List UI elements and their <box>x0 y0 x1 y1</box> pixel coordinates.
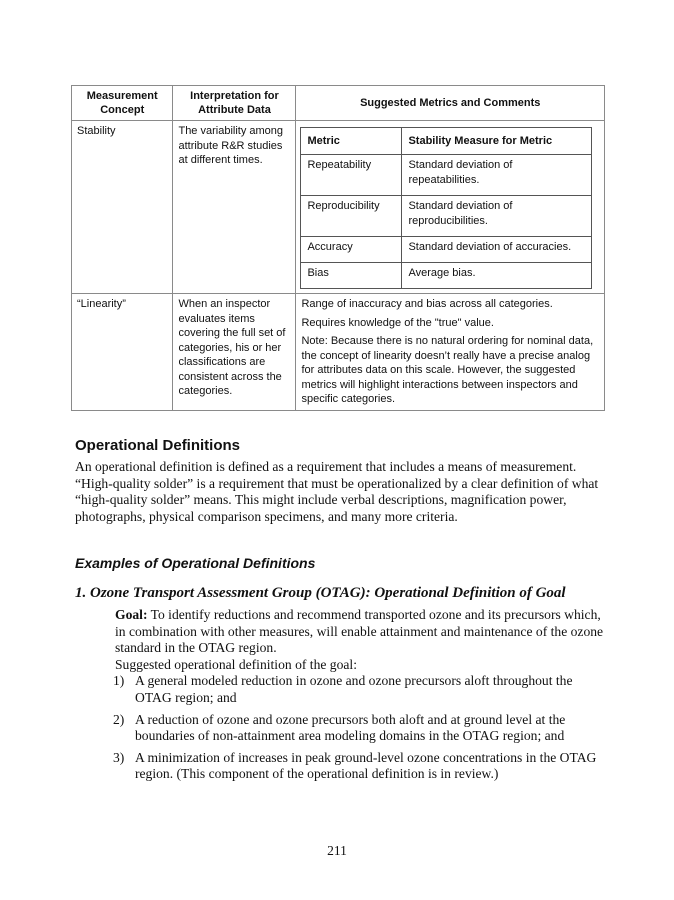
linearity-comment: Requires knowledge of the "true" value. <box>301 316 494 329</box>
metrics-cell <box>296 121 605 294</box>
list-item <box>115 673 605 706</box>
table-header-row <box>72 86 605 121</box>
list-text: A minimization of increases in peak ground-level ozone concentrations in the OTAG region. (This component of the operational definition is in review.) <box>135 749 597 782</box>
measure-cell: Standard deviation of reproducibilities. <box>402 196 592 237</box>
comments-cell <box>296 294 605 411</box>
subsection-heading: Examples of Operational Definitions <box>75 555 316 571</box>
column-header: Interpretation for Attribute Data <box>173 86 296 121</box>
inner-column-header: Metric <box>301 128 402 155</box>
goal-block <box>115 607 605 788</box>
list-text: A reduction of ozone and ozone precursors both aloft and at ground level at the boundaries of non-attainment area modeling domains in the OTAG region; and <box>135 711 566 744</box>
section-heading: Operational Definitions <box>75 437 241 454</box>
measure-cell: Standard deviation of accuracies. <box>402 237 592 263</box>
interpretation-cell: When an inspector evaluates items covering the full set of categories, his or her classifications are consistent across the categories. <box>173 294 296 411</box>
table-row-stability <box>72 121 605 294</box>
metric-cell: Reproducibility <box>301 196 402 237</box>
definition-list <box>115 673 605 783</box>
list-text: A general modeled reduction in ozone and ozone precursors aloft throughout the OTAG region; and <box>135 673 573 705</box>
metric-cell: Repeatability <box>301 155 402 196</box>
metric-cell: Accuracy <box>301 237 402 263</box>
goal-label: Goal: <box>115 607 148 622</box>
concept-cell: Stability <box>72 121 173 294</box>
goal-paragraph <box>115 607 605 657</box>
inner-header-row <box>301 128 592 155</box>
stability-metrics-table <box>300 127 592 289</box>
inner-row <box>301 155 592 196</box>
list-number: 1) <box>113 673 125 689</box>
list-number: 3) <box>113 749 125 765</box>
column-header: Measurement Concept <box>72 86 173 121</box>
linearity-note: Note: Because there is no natural ordering for nominal data, the concept of linearity doesn’t really have a precise analog for attributes data on this scale. However, the suggested metrics will highlight interactions between inspectors and specific categories. <box>301 335 594 405</box>
metric-cell: Bias <box>301 263 402 289</box>
section-paragraph: An operational definition is defined as a requirement that includes a means of measurement. “High-quality solder” is a requirement that must be operationalized by a clear definition of what “high-quality solder” means. This might include verbal descriptions, magnification power, photographs, physical comparison specimens, and many more criteria. <box>75 459 599 524</box>
interpretation-cell: The variability among attribute R&R studies at different times. <box>173 121 296 294</box>
measure-cell: Standard deviation of repeatabilities. <box>402 155 592 196</box>
inner-row <box>301 237 592 263</box>
inner-column-header: Stability Measure for Metric <box>402 128 592 155</box>
concept-cell: “Linearity” <box>72 294 173 411</box>
measure-cell: Average bias. <box>402 263 592 289</box>
list-item <box>115 750 605 783</box>
goal-text: To identify reductions and recommend transported ozone and its precursors which, in combination with other measures, will enable attainment and maintenance of the ozone standard in the OTAG region. <box>115 607 604 656</box>
table-row-linearity <box>72 294 605 411</box>
inner-row <box>301 263 592 289</box>
list-number: 2) <box>113 711 125 727</box>
metrics-table <box>71 85 605 411</box>
column-header: Suggested Metrics and Comments <box>296 86 605 121</box>
example-heading: 1. Ozone Transport Assessment Group (OTAG): Operational Definition of Goal <box>75 585 566 601</box>
page-number: 211 <box>327 843 347 858</box>
inner-row <box>301 196 592 237</box>
linearity-comment: Range of inaccuracy and bias across all categories. <box>301 298 553 310</box>
list-item <box>115 712 605 745</box>
suggested-definition-label: Suggested operational definition of the goal: <box>115 656 357 672</box>
